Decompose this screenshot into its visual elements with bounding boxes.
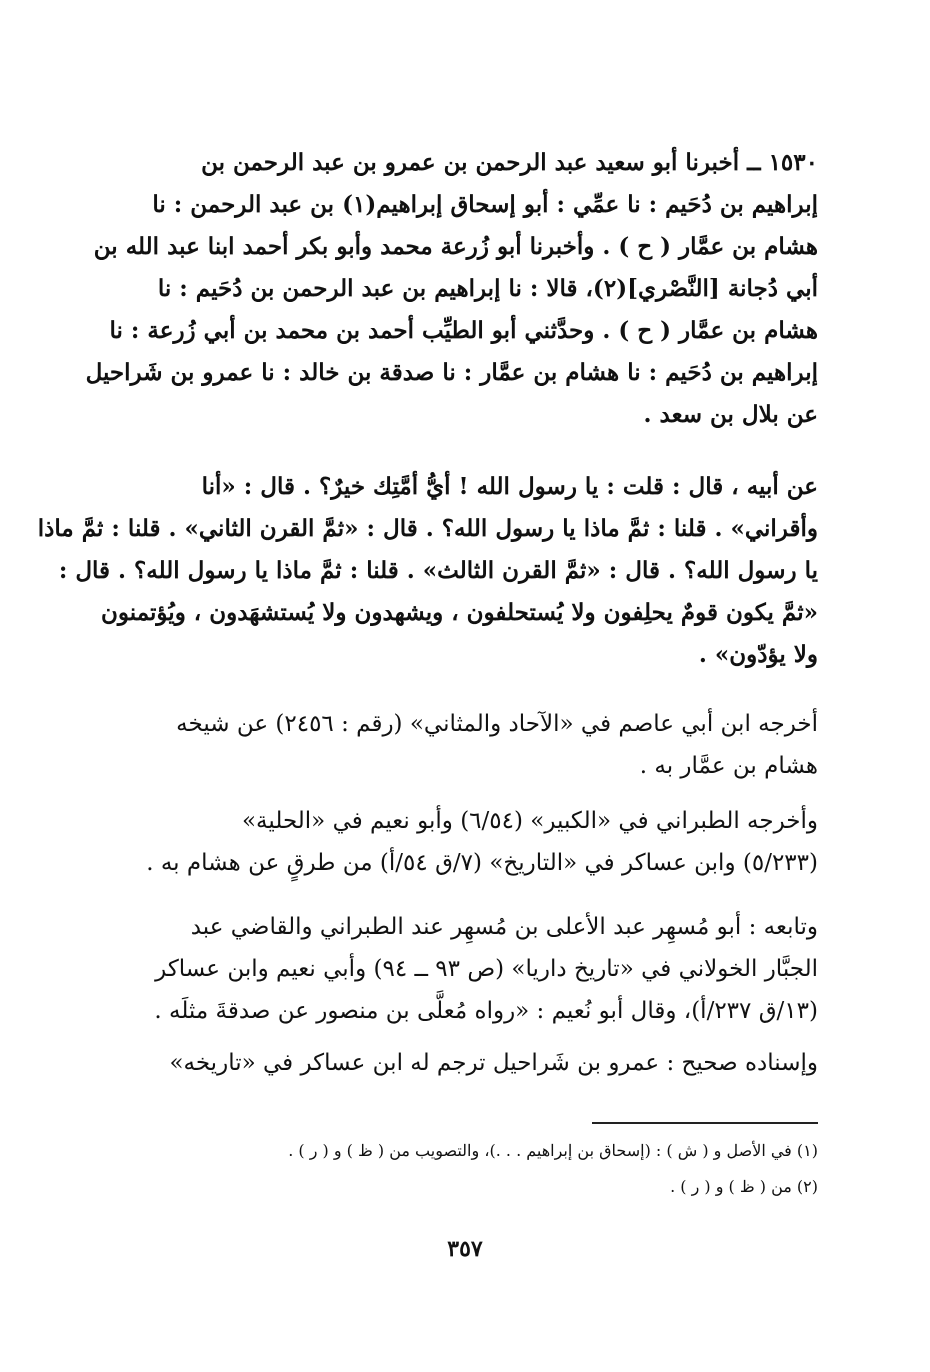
text-line: «ثمَّ يكون قومٌ يحلِفون ولا يُستحلفون ، ويشهدون ولا يُستشهَدون ، ويُؤتمنون <box>101 599 818 626</box>
text-line: إبراهيم بن دُحَيم : نا عمِّي : أبو إسحاق إبراهيم(١) بن عبد الرحمن : نا <box>152 191 818 218</box>
text-line: (٥/٢٣٣) وابن عساكر في «التاريخ» (٧/ق ٥٤/أ) من طرقٍ عن هشام به . <box>146 850 818 876</box>
hadith-isnad <box>85 142 818 436</box>
text-line: الجبَّار الخولاني في «تاريخ داريا» (ص ٩٣ ــ ٩٤) وأبي نعيم وابن عساكر <box>155 956 818 982</box>
text-line: أبي دُجانة [النَّصْري](٢)، قالا : نا إبراهيم بن عبد الرحمن بن دُحَيم : نا <box>157 275 818 302</box>
commentary-paragraph <box>128 906 818 1032</box>
footnote: (١) في الأصل و ( ش ) : (إسحاق بن إبراهيم . . .)، والتصويب من ( ظ ) و ( ر ) . <box>288 1141 818 1160</box>
text-line: إبراهيم بن دُحَيم : نا هشام بن عمَّار : نا صدقة بن خالد : نا عمرو بن شَراحيل <box>85 359 818 386</box>
text-line: ١٥٣٠ ــ أخبرنا أبو سعيد عبد الرحمن بن عمرو بن عبد الرحمن بن <box>201 149 818 176</box>
text-line: وتابعه : أبو مُسهِر عبد الأعلى بن مُسهِر عند الطبراني والقاضي عبد <box>190 914 818 940</box>
commentary-paragraph <box>128 1042 818 1084</box>
text-line: يا رسول الله؟ . قال : «ثمَّ القرن الثالث» . قلنا : ثمَّ ماذا يا رسول الله؟ . قال : <box>58 557 818 584</box>
text-line: وأخرجه الطبراني في «الكبير» (٦/٥٤) وأبو نعيم في «الحلية» <box>241 808 818 834</box>
text-line: هشام بن عمَّار ( ح ) . وأخبرنا أبو زُرعة محمد وأبو بكر أحمد ابنا عبد الله بن <box>93 233 818 260</box>
commentary-paragraph <box>128 800 818 884</box>
text-line: وأقراني» . قلنا : ثمَّ ماذا يا رسول الله؟ . قال : «ثمَّ القرن الثاني» . قلنا : ثمَّ ماذا <box>37 515 818 542</box>
text-line: (١٣/ق ٢٣٧/أ)، وقال أبو نُعيم : «رواه مُعلَّى بن منصور عن صدقةَ مثلَه . <box>154 998 818 1024</box>
hadith-matn <box>37 466 818 676</box>
footnote: (٢) من ( ظ ) و ( ر ) . <box>670 1177 818 1196</box>
text-line: عن بلال بن سعد . <box>643 401 818 428</box>
commentary-paragraph <box>128 703 818 787</box>
page-number: ٣٥٧ <box>447 1236 483 1262</box>
text-line: أخرجه ابن أبي عاصم في «الآحاد والمثاني» (رقم : ٢٤٥٦) عن شيخه <box>176 711 818 737</box>
text-line: ولا يؤدّون» . <box>698 641 818 668</box>
text-line: وإسناده صحيح : عمرو بن شَراحيل ترجم له ابن عساكر في «تاريخه» <box>169 1050 818 1076</box>
text-line: عن أبيه ، قال : قلت : يا رسول الله ! أيُّ أمَّتِك خيرٌ؟ . قال : «أنا <box>201 473 818 500</box>
footnote-separator <box>592 1122 818 1124</box>
text-line: هشام بن عمَّار ( ح ) . وحدَّثني أبو الطيِّب أحمد بن محمد بن أبي زُرعة : نا <box>109 317 818 344</box>
text-line: هشام بن عمَّار به . <box>639 753 818 779</box>
